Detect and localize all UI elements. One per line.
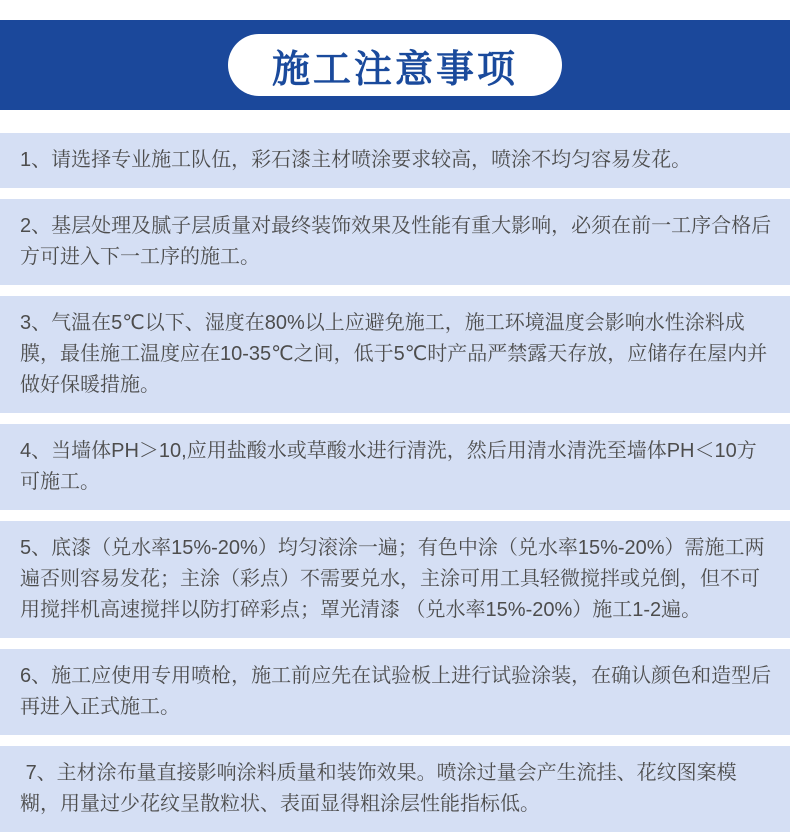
- note-text-5: 5、底漆（兑水率15%-20%）均匀滚涂一遍；有色中涂（兑水率15%-20%）需施工两遍否则容易发花；主涂（彩点）不需要兑水，主涂可用工具轻微搅拌或兑倒，但不可用搅拌机高速搅拌以防打碎彩点；罩光清漆 （兑水率15%-20%）施工1-2遍。: [20, 537, 765, 621]
- notes-list: [0, 133, 790, 832]
- header-band: [0, 20, 790, 110]
- note-text-6: 6、施工应使用专用喷枪，施工前应先在试验板上进行试验涂装，在确认颜色和造型后再进入正式施工。: [20, 665, 772, 718]
- note-card-2: [0, 199, 790, 285]
- note-card-1: [0, 133, 790, 188]
- note-card-3: [0, 296, 790, 413]
- note-text-7: 7、主材涂布量直接影响涂料质量和装饰效果。喷涂过量会产生流挂、花纹图案模糊，用量过少花纹呈散粒状、表面显得粗涂层性能指标低。: [20, 762, 737, 815]
- note-text-4: 4、当墙体PH＞10,应用盐酸水或草酸水进行清洗，然后用清水清洗至墙体PH＜10方可施工。: [20, 440, 757, 493]
- page-title: 施工注意事项: [271, 48, 518, 91]
- note-card-6: [0, 649, 790, 735]
- note-text-1: 1、请选择专业施工队伍，彩石漆主材喷涂要求较高，喷涂不均匀容易发花。: [20, 149, 692, 171]
- title-pill: [228, 34, 562, 96]
- note-card-4: [0, 424, 790, 510]
- note-text-3: 3、气温在5℃以下、湿度在80%以上应避免施工，施工环境温度会影响水性涂料成膜，最佳施工温度应在10-35℃之间，低于5℃时产品严禁露天存放，应储存在屋内并做好保暖措施。: [20, 312, 768, 396]
- note-card-7: [0, 746, 790, 832]
- note-text-2: 2、基层处理及腻子层质量对最终装饰效果及性能有重大影响，必须在前一工序合格后方可进入下一工序的施工。: [20, 215, 772, 268]
- note-card-5: [0, 521, 790, 638]
